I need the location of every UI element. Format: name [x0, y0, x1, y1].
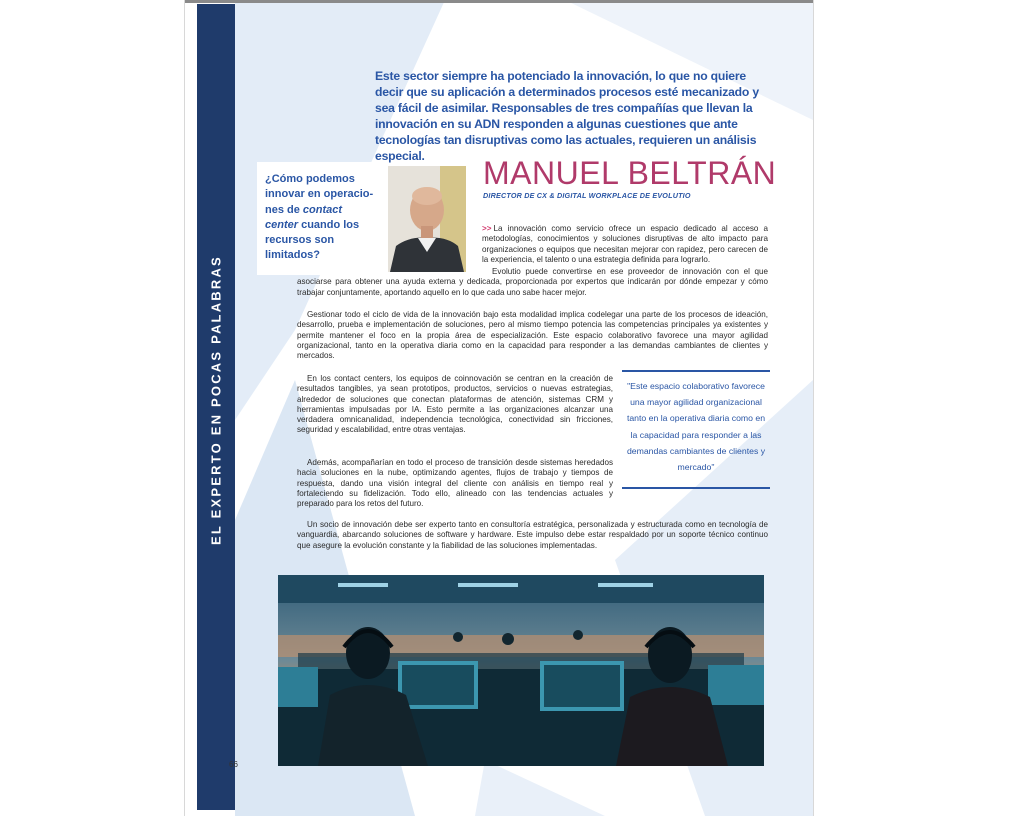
contact-center-photo: [278, 575, 764, 766]
paragraph-1: >> La innovación como servicio ofrece un espacio dedicado al acceso a metodologías, conocimientos y soluciones disruptivas de alto impacto para organizaciones o equipos que necesitan mejorar con rapidez, pero carecen de la experiencia, el talento o una estrategia definida para lograrlo.: [482, 224, 768, 264]
paragraph-4: En los contact centers, los equipos de coinnovación se centran en la creación de resultados tangibles, ya sean prototipos, productos, servicios o nuevas estrategias, alrededor de soluciones que conectan plataformas de atención, sistemas CRM y herramientas impulsadas por IA. Esto permite a las organizaciones alcanzar una verdadera omnicanalidad, independencia tecnológica, conectividad sin fricciones, seguridad y escalabilidad, entre otras ventajas.: [297, 374, 613, 435]
paragraph-6: Un socio de innovación debe ser experto tanto en consultoría estratégica, personalizada y estructurada como en tecnología de vanguardia, abarcando soluciones de software y hardware. Este impulso debe estar respaldado por un soporte técnico continuo que asegure la evolución constante y la fiabilidad de las soluciones implementadas.: [297, 520, 768, 550]
paragraph-5: Además, acompañarían en todo el proceso de transición desde sistemas heredados hacia soluciones en la nube, optimizando agentes, flujos de trabajo y tiempos de respuesta, dando una visión integral del cliente con análisis en tiempo real y fortaleciendo su fidelización. Todo ello, alineado con las tendencias actuales y preparado para los retos del futuro.: [297, 458, 613, 509]
quote-rule-bottom: [622, 487, 770, 489]
paragraph-3: Gestionar todo el ciclo de vida de la innovación bajo esta modalidad implica codelegar una parte de los procesos de ideación, desarrollo, prueba e implementación de soluciones, pero al mismo tiempo potencia las competencias principales ya existentes y permite mantener el foco en la propia área de especialización. Este espacio colaborativo favorece una mayor agilidad organizacional, tanto en la operativa diaria como en la capacidad para responder a las demandas cambiantes de clientes y mercados.: [297, 310, 768, 361]
paragraph-2: Evolutio puede convertirse en ese proveedor de innovación con el que asociarse para obtener una ayuda externa y dedicada, proporcionada por expertos que indicarán por dónde empezar y cómo trabajar conjuntamente, aportando aquello en lo que cada uno sabe hacer mejor.: [297, 267, 768, 297]
person-role: DIRECTOR DE CX & DIGITAL WORKPLACE DE EVOLUTIO: [483, 191, 691, 200]
quote-rule-top: [622, 370, 770, 372]
question-text: ¿Cómo podemos innovar en operacio-nes de contact center cuando los recursos son limitados?: [265, 173, 374, 262]
intro-text: Este sector siempre ha potenciado la innovación, lo que no quiere decir que su aplicación a determinados procesos esté mecanizado y sea fácil de asimilar. Responsables de tres compañías que llevan la innovación en su ADN responden a algunas cuestiones que ante tecnologías tan disruptivas como las actuales, requieren un análisis especial.: [375, 69, 759, 163]
pull-quote-text: "Este espacio colaborativo favorece una mayor agilidad organizacional tanto en la operativa diaria como en la capacidad para responder a las demandas cambiantes de clientes y mercado": [626, 381, 766, 473]
page-top-rule: [185, 0, 813, 3]
pull-quote: [622, 370, 770, 492]
lead-marker: >>: [482, 224, 492, 233]
page-number: 66: [229, 760, 238, 769]
portrait-photo: [388, 166, 466, 272]
person-name: MANUEL BELTRÁN: [483, 155, 777, 191]
magazine-page: EL EXPERTO EN POCAS PALABRAS Este sector siempre ha potenciado la innovación, lo que no quiere decir que su aplicación a determinados procesos esté mecanizado y sea fácil de asimilar. Responsables de tres compañías que llevan la innovación en su ADN responden a algunas cuestiones que ante tecnologías tan disruptivas como las actuales, requieren un análisis especial. ¿Cómo podemos innovar en operacio-nes de contact center cuando los recursos son limitados? MANUEL BELTRÁN DIRECTOR DE CX & DIGITAL WORKPLACE DE EVOLUTIO >> La innovación como servicio ofrece un espacio dedicado al acceso a metodologías, conocimientos y soluciones disruptivas de alto impacto para organizaciones o equipos que necesitan mejorar con rapidez, pero carecen de la experiencia, el talento o una estrategia definida para lograrlo. Evolutio puede convertirse en ese proveedor de innovación con el que asociarse para obtener una ayuda externa y dedicada, proporcionada por expertos que indicarán por dónde empezar y cómo trabajar conjuntamente, aportando aquello en lo que cada uno sabe hacer mejor. Gestionar todo el ciclo de vida de la innovación bajo esta modalidad implica codelegar una parte de los procesos de ideación, desarrollo, prueba e implementación de soluciones, pero al mismo tiempo potencia las competencias principales ya existentes y permite mantener el foco en la propia área de especialización. Este espacio colaborativo favorece una mayor agilidad organizacional, tanto en la operativa diaria como en la capacidad para responder a las demandas cambiantes de clientes y mercados. En los contact centers, los equipos de coinnovación se centran en la creación de resultados tangibles, ya sean prototipos, productos, servicios o nuevas estrategias, alrededor de soluciones que conectan plataformas de atención, sistemas CRM y herramientas impulsadas por IA. Esto permite a las organizaciones alcanzar una verdadera omnicanalidad, independencia tecnológica, conectividad sin fricciones, seguridad y escalabilidad, entre otras ventajas. Además, acompañarían en todo el proceso de transición desde sistemas heredados hacia soluciones en la nube, optimizando agentes, flujos de trabajo y tiempos de respuesta, dando una visión integral del cliente con análisis en tiempo real y fortaleciendo su fidelización. Todo ello, alineado con las tendencias actuales y preparado para los retos del futuro. Un socio de innovación debe ser experto tanto en consultoría estratégica, personalizada y estructurada como en tecnología de vanguardia, abarcando soluciones de software y hardware. Este impulso debe estar respaldado por un soporte técnico continuo que asegure la evolución constante y la fiabilidad de las soluciones implementadas. "Este espacio colaborativo favorece una mayor agilidad organizacional tanto en la operativa diaria como en la capacidad para responder a las demandas cambiantes de clientes y mercado" 66: [185, 0, 813, 816]
